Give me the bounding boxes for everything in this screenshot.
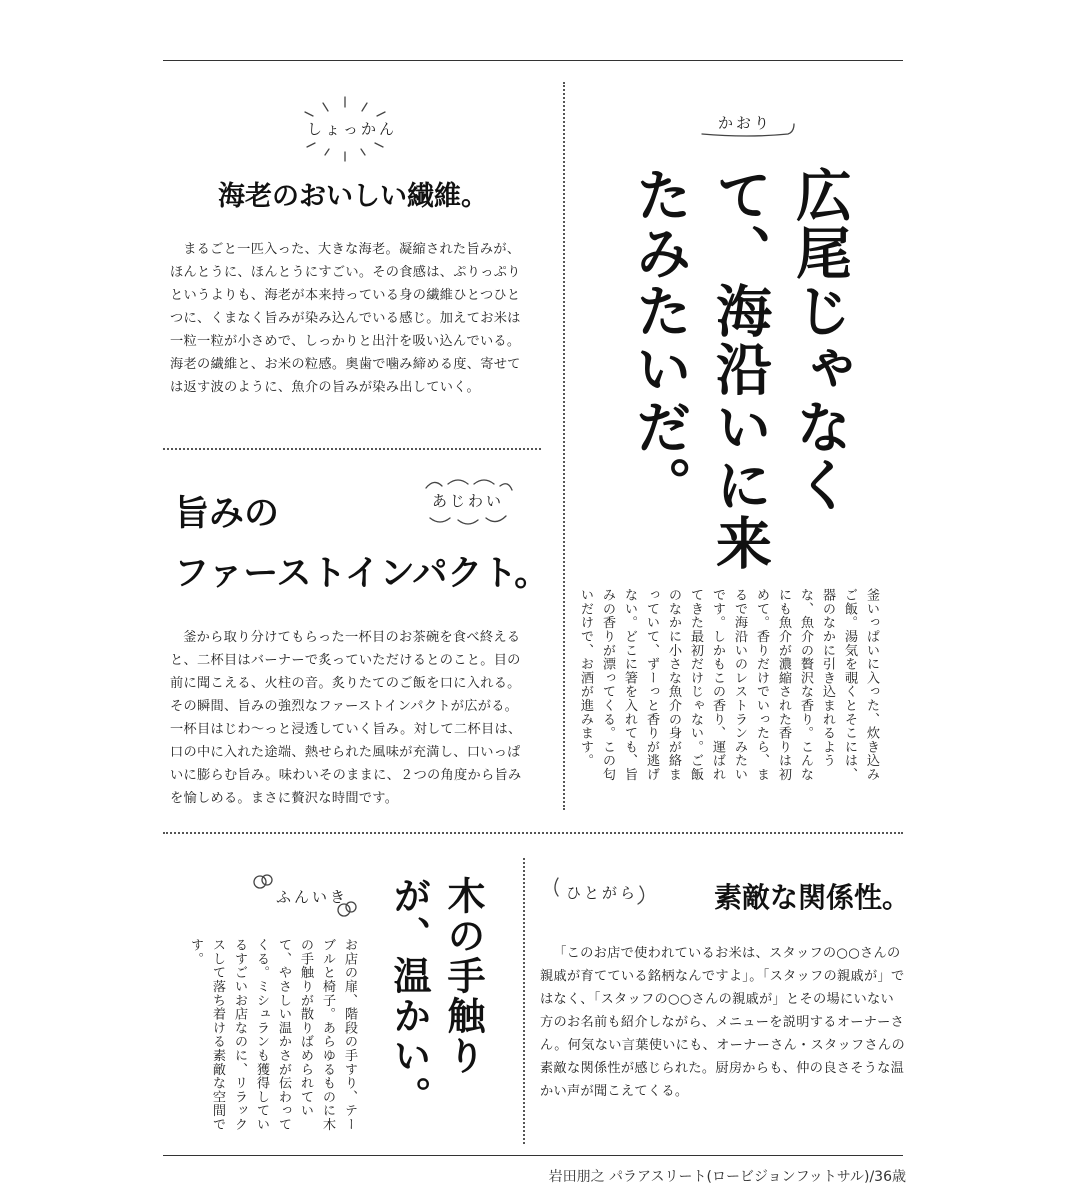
tag-hitogara: ひとがら: [566, 884, 639, 902]
top-rule: [163, 60, 903, 61]
footer-credit: 岩田朋之 パラアスリート(ロービジョンフットサル)/36歳: [548, 1169, 906, 1185]
title-ajiwai-line2: ファーストインパクト。: [174, 553, 550, 594]
body-hitogara: 「このお店で使われているお米は、スタッフの○○さんの親戚が育てている銘柄なんですよ」。「スタッフの親戚が」ではなく、「スタッフの○○さんの親戚が」とその場にいない方のお名前も紹介しながら、メニューを説明するオーナーさん。何気ない言葉使いにも、オーナーさん・スタッフさんの素敵な関係性が感じられた。厨房からも、仲の良さそうな温かい声が聞こえてくる。: [540, 946, 905, 1099]
tag-ajiwai: あじわい: [432, 492, 505, 510]
tag-kaori: かおり: [718, 114, 773, 132]
dotted-divider-vertical-lower: [523, 858, 525, 1144]
bottom-rule: [163, 1155, 903, 1156]
body-funiki: お店の扉、階段の手すり、テーブルと椅子。あらゆるものに木の手触りが散りばめられていて、やさしい温かさが伝わってくる。ミシュランも獲得しているすごいお店なのに、リラックスして落ち着ける素敵な空間です。: [188, 938, 357, 1132]
title-shokkan: 海老のおいしい繊維。: [218, 181, 488, 212]
title-funiki: 木の手触りが、温かい。: [387, 876, 486, 1116]
title-ajiwai-line1: 旨みの: [174, 493, 280, 534]
tag-funiki: ふんいき: [276, 888, 349, 906]
body-kaori: 釜いっぱいに入った、炊き込みご飯。湯気を覗くとそこには、器のなかに引き込まれるような、魚介の贅沢な香り。こんなにも魚介が濃縮された香りは初めて。香りだけでいったら、まるで海沿いのレストランみたいです。しかもこの香り、運ばれてきた最初だけじゃない。ご飯のなかに小さな魚介の身が絡まっていて、ずーっと香りが逃げない。どこに箸を入れても、旨みの香りが漂ってくる。この匂いだけで、お酒が進みます。: [578, 588, 879, 782]
dotted-divider-vertical-upper: [563, 82, 565, 810]
dotted-divider-middle: [163, 832, 903, 834]
tag-shokkan: しょっかん: [307, 120, 398, 138]
title-kaori: 広尾じゃなくて、海沿いに来たみたいだ。: [627, 166, 853, 572]
dotted-divider-left: [163, 448, 541, 450]
body-shokkan: まるごと一匹入った、大きな海老。凝縮された旨みが、ほんとうに、ほんとうにすごい。その食感は、ぷりっぷりというよりも、海老が本来持っている身の繊維ひとつひとつに、くまなく旨みが染み込んでいる感じ。加えてお米は一粒一粒が小さめで、しっかりと出汁を吸い込んでいる。海老の繊維と、お米の粒感。奥歯で噛み締める度、寄せては返す波のように、魚介の旨みが染み出していく。: [170, 242, 521, 395]
title-hitogara: 素敵な関係性。: [714, 881, 911, 914]
body-ajiwai: 釜から取り分けてもらった一杯目のお茶碗を食べ終えると、二杯目はバーナーで炙っていただけるとのこと。目の前に聞こえる、火柱の音。炙りたてのご飯を口に入れる。その瞬間、旨みの強烈なファーストインパクトが広がる。一杯目はじわ〜っと浸透していく旨み。対して二杯目は、口の中に入れた途端、熱せられた風味が充満し、口いっぱいに膨らむ旨み。味わいそのままに、２つの角度から旨みを愉しめる。まさに贅沢な時間です。: [170, 630, 522, 806]
